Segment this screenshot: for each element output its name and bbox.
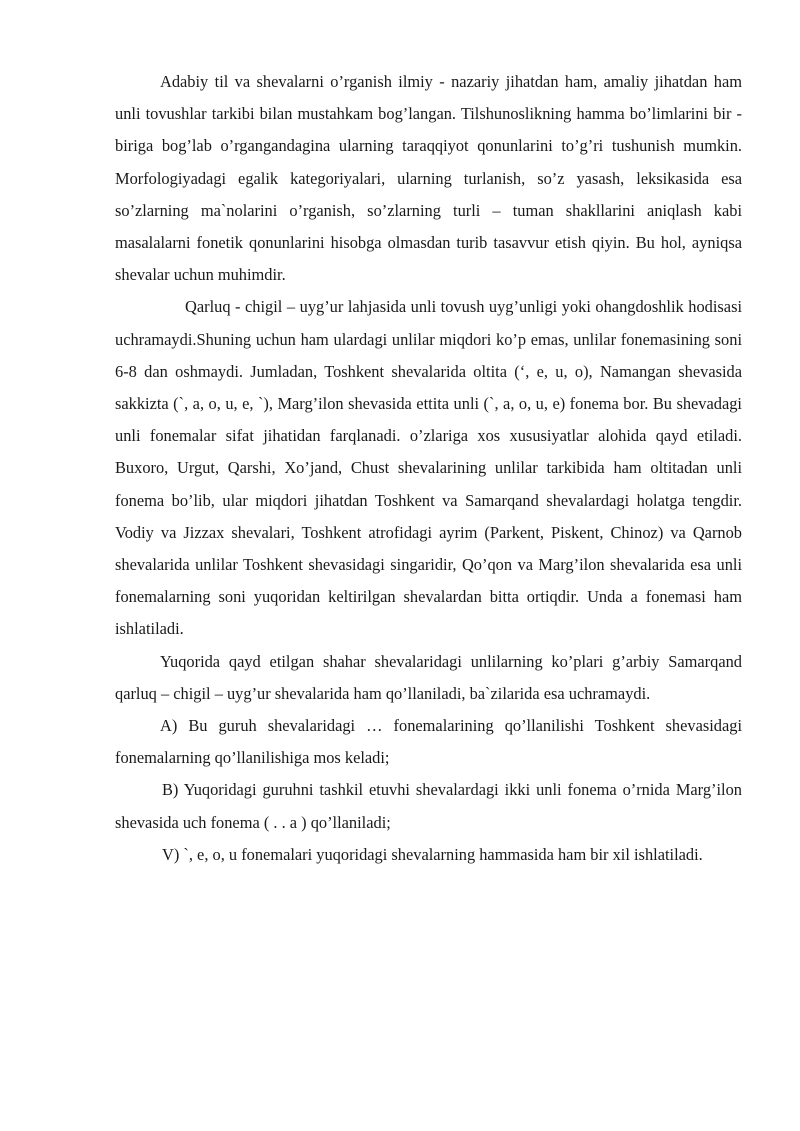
paragraph-yuqorida: Yuqorida qayd etilgan shahar shevalaridagi unlilarning ko’plari g’arbiy Samarqand qarluq – chigil – uyg’ur shevalarida ham qo’llaniladi, ba`zilarida esa uchramaydi. <box>115 651 742 703</box>
list-item-v: V) `, e, o, u fonemalari yuqoridagi shevalarning hammasida ham bir xil ishlatiladi. <box>162 844 703 864</box>
list-item-a: A) Bu guruh shevalaridagi … fonemalarining qo’llanilishi Toshkent shevasidagi fonemalarning qo’llanilishiga mos keladi; <box>115 716 742 768</box>
document-body <box>115 66 742 871</box>
paragraph-qarluq-chigil: Qarluq - chigil – uyg’ur lahjasida unli tovush uyg’unligi yoki ohangdoshlik hodisasi uchramaydi.Shuning uchun ham ulardagi unlilar miqdori ko’p emas, unlilar fonemasining soni 6-8 dan oshmaydi. Jumladan, Toshkent shevalarida oltita (‘, e, u, o), Namangan shevasida sakkizta (`, a, o, u, e, `), Marg’ilon shevasida ettita unli (`, a, o, u, e) fonema bor. Bu shevadagi unli fonemalar sifat jihatidan farqlanadi. o’zlariga xos xususiyatlar alohida qayd etiladi. Buxoro, Urgut, Qarshi, Xo’jand, Chust shevalarining unlilar tarkibida ham oltitadan unli fonema bo’lib, ular miqdori jihatdan Toshkent va Samarqand shevalardagi holatga tengdir. Vodiy va Jizzax shevalari, Toshkent atrofidagi ayrim (Parkent, Piskent, Chinoz) va Qarnob shevalarida unlilar Toshkent shevasidagi singaridir, Qo’qon va Marg’ilon shevalarida esa unli fonemalarning soni yuqoridan keltirilgan shevalardan bitta ortiqdir. Unda a fonemasi ham ishlatiladi. <box>115 297 742 639</box>
paragraph-intro: Adabiy til va shevalarni o’rganish ilmiy - nazariy jihatdan ham, amaliy jihatdan ham unli tovushlar tarkibi bilan mustahkam bog’langan. Tilshunoslikning hamma bo’limlarini bir - biriga bog’lab o’rgangandagina ularning taraqqiyot qonunlarini to’g’ri tushunish mumkin. Morfologiyadagi egalik kategoriyalari, ularning turlanish, so’z yasash, leksikasida esa so’zlarning ma`nolarini o’rganish, so’zlarning turli – tuman shakllarini aniqlash kabi masalalarni fonetik qonunlarini hisobga olmasdan turib tasavvur etish qiyin. Bu hol, ayniqsa shevalar uchun muhimdir. <box>115 72 742 285</box>
list-item-b: B) Yuqoridagi guruhni tashkil etuvhi shevalardagi ikki unli fonema o’rnida Marg’ilon shevasida uch fonema ( . . a ) qo’llaniladi; <box>115 780 742 832</box>
